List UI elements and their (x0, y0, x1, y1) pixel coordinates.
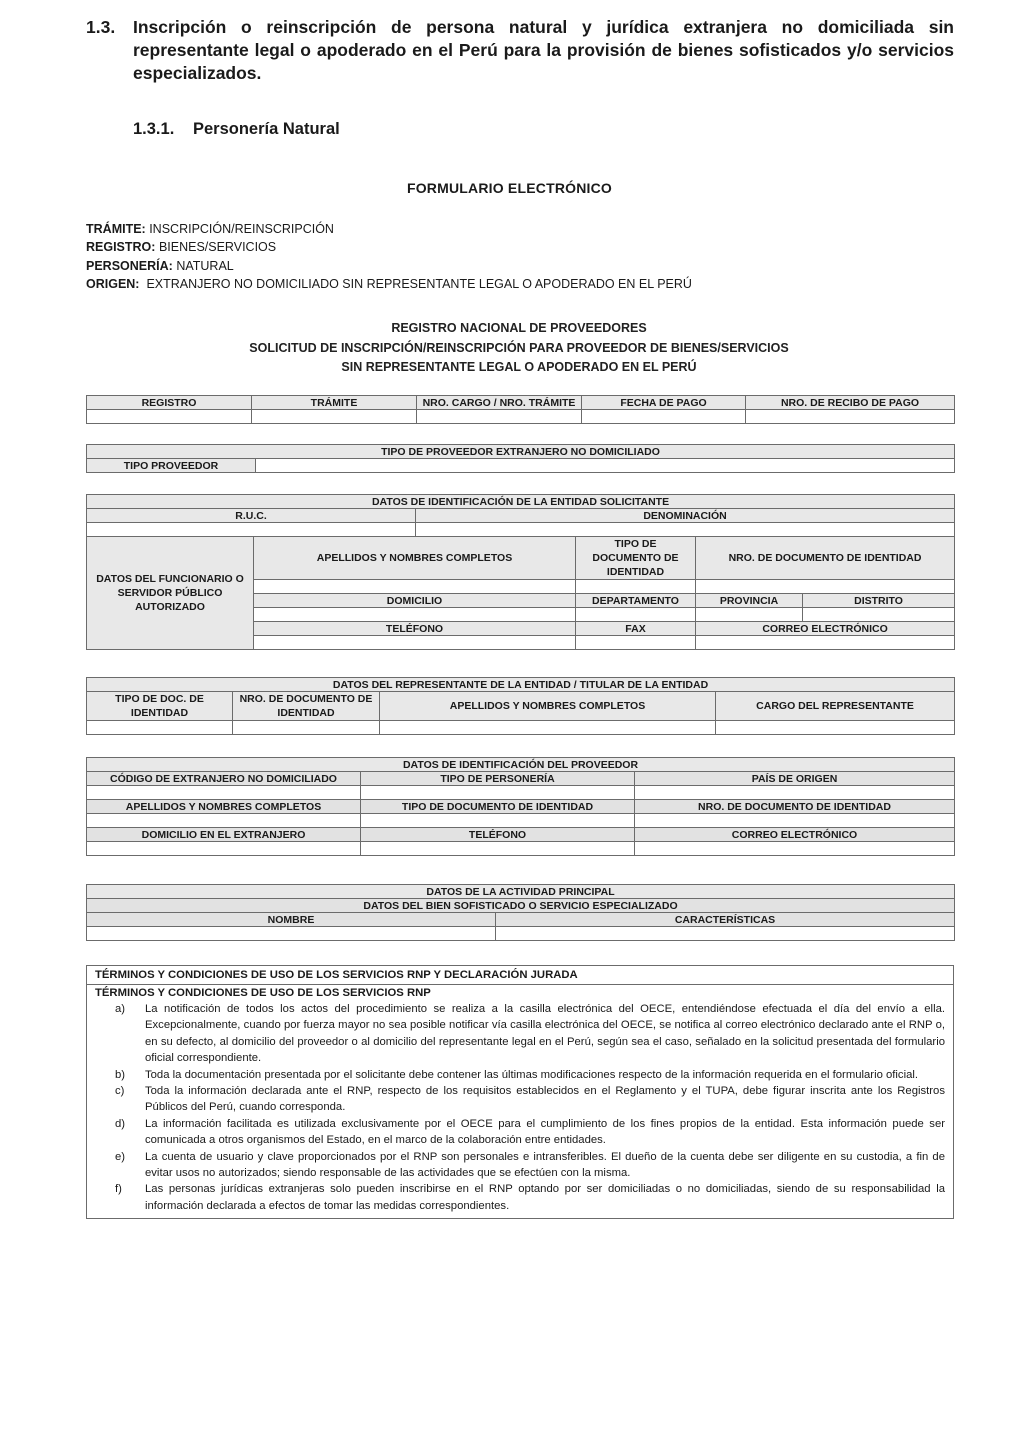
apellidos-field[interactable] (380, 721, 716, 735)
tipo-personeria-header: TIPO DE PERSONERÍA (361, 772, 635, 786)
codigo-extranjero-header: CÓDIGO DE EXTRANJERO NO DOMICILIADO (87, 772, 361, 786)
meta-registro: REGISTRO: BIENES/SERVICIOS (86, 240, 277, 255)
subsection-title: Personería Natural (193, 120, 340, 138)
form-meta (86, 220, 692, 293)
fecha-pago-field[interactable] (582, 410, 746, 424)
form-title: FORMULARIO ELECTRÓNICO (406, 180, 613, 196)
tipo-proveedor-label: TIPO PROVEEDOR (87, 459, 256, 473)
meta-tramite: TRÁMITE: INSCRIPCIÓN/REINSCRIPCIÓN (86, 222, 334, 236)
domicilio-field[interactable] (254, 608, 576, 622)
subsection-number: 1.3.1. (133, 120, 175, 138)
tipo-doc-header: TIPO DE DOCUMENTO DE IDENTIDAD (361, 800, 635, 814)
section-heading (86, 16, 954, 85)
tipo-doc-field[interactable] (576, 580, 696, 594)
registry-header-line: REGISTRO NACIONAL DE PROVEEDORES (391, 321, 647, 335)
col-header: NRO. DE RECIBO DE PAGO (746, 396, 955, 410)
section-title: Inscripción o reinscripción de persona natural y jurídica extranjera no domiciliada sin representante legal o apoderado en el Perú para la provisión de bienes sofisticados y/o servicios especializados. (133, 17, 954, 83)
caracteristicas-field[interactable] (496, 927, 955, 941)
terms-item: c) Toda la información declarada ante el RNP, respecto de los requisitos establecidos en el Reglamento y el TUPA, debe figurar inscrita ante los Registros Públicos del Perú, cuando corresponda. (115, 1085, 945, 1114)
funcionario-label: DATOS DEL FUNCIONARIO O SERVIDOR PÚBLICO AUTORIZADO (87, 537, 254, 650)
departamento-field[interactable] (576, 608, 696, 622)
col-header: TRÁMITE (252, 396, 417, 410)
pais-origen-field[interactable] (635, 786, 955, 800)
col-header: FECHA DE PAGO (582, 396, 746, 410)
terms-item: b) Toda la documentación presentada por el solicitante debe contener las últimas modificaciones respecto de la información requerida en el formulario oficial. (115, 1068, 919, 1081)
col-header: REGISTRO (87, 396, 252, 410)
nombre-header: NOMBRE (87, 913, 496, 927)
terms-item: e) La cuenta de usuario y clave proporcionados por el RNP son personales e intransferibles. El dueño de la cuenta debe ser diligente en su custodia, a fin de evitar usos no autorizados; siendo responsable de las actividades que se efectúen con la misma. (115, 1150, 945, 1180)
cargo-field[interactable] (716, 721, 955, 735)
nro-doc-header: NRO. DE DOCUMENTO DE IDENTIDAD (233, 692, 380, 721)
registry-header-line: SOLICITUD DE INSCRIPCIÓN/REINSCRIPCIÓN PARA PROVEEDOR DE BIENES/SERVICIOS (249, 340, 789, 355)
apellidos-field[interactable] (87, 814, 361, 828)
apellidos-header: APELLIDOS Y NOMBRES COMPLETOS (254, 537, 576, 580)
registry-header-line: SIN REPRESENTANTE LEGAL O APODERADO EN EL PERÚ (341, 360, 697, 374)
meta-personeria: PERSONERÍA: NATURAL (86, 258, 234, 273)
subsection-heading (133, 120, 340, 139)
terms-item: a) La notificación de todos los actos del procedimiento se realiza a la casilla electrónica del OECE, entendiéndose efectuada el día del envío a ella. Excepcionalmente, cuando por fuerza mayor no sea posible notificar vía casilla electrónica del OECE, se notifica al correo electrónico declarado ante el RNP o, en su defecto, al domicilio del proveedor o al domicilio del representante legal en el Perú, según sea el caso, señalado en la solicitud presentada del formulario oficial correspondiente. (115, 1003, 945, 1065)
nro-recibo-field[interactable] (746, 410, 955, 424)
cargo-header: CARGO DEL REPRESENTANTE (716, 692, 955, 721)
registro-field[interactable] (87, 410, 252, 424)
entidad-solicitante-table (86, 494, 955, 650)
apellidos-field[interactable] (254, 580, 576, 594)
terms-subtitle: TÉRMINOS Y CONDICIONES DE USO DE LOS SERVICIOS RNP (95, 987, 431, 999)
registry-header (0, 319, 1019, 378)
fax-header: FAX (576, 622, 696, 636)
tipo-doc-field[interactable] (87, 721, 233, 735)
tipo-proveedor-field[interactable] (256, 459, 955, 473)
table-title: DATOS DE LA ACTIVIDAD PRINCIPAL (87, 885, 955, 899)
telefono-header: TELÉFONO (361, 828, 635, 842)
domicilio-extranjero-header: DOMICILIO EN EL EXTRANJERO (87, 828, 361, 842)
caracteristicas-header: CARACTERÍSTICAS (496, 913, 955, 927)
nro-doc-field[interactable] (696, 580, 955, 594)
actividad-principal-table (86, 884, 955, 941)
telefono-field[interactable] (361, 842, 635, 856)
apellidos-header: APELLIDOS Y NOMBRES COMPLETOS (380, 692, 716, 721)
tipo-personeria-field[interactable] (361, 786, 635, 800)
nombre-field[interactable] (87, 927, 496, 941)
codigo-extranjero-field[interactable] (87, 786, 361, 800)
ruc-header: R.U.C. (87, 509, 416, 523)
nro-doc-field[interactable] (635, 814, 955, 828)
denominacion-header: DENOMINACIÓN (416, 509, 955, 523)
correo-field[interactable] (696, 636, 955, 650)
terms-list (87, 1001, 953, 1218)
tipo-doc-header: TIPO DE DOC. DE IDENTIDAD (87, 692, 233, 721)
fax-field[interactable] (576, 636, 696, 650)
ruc-field[interactable] (87, 523, 416, 537)
terms-item: f) Las personas jurídicas extranjeras solo pueden inscribirse en el RNP optando por ser domiciliadas o no domiciliadas, siendo de su responsabilidad la información declarada a efectos de tomar las medidas correspondientes. (115, 1183, 945, 1212)
provincia-field[interactable] (696, 608, 803, 622)
table-title: TIPO DE PROVEEDOR EXTRANJERO NO DOMICILIADO (87, 445, 955, 459)
proveedor-table (86, 757, 955, 856)
correo-header: CORREO ELECTRÓNICO (696, 622, 955, 636)
nro-cargo-field[interactable] (417, 410, 582, 424)
nro-doc-field[interactable] (233, 721, 380, 735)
terms-title: TÉRMINOS Y CONDICIONES DE USO DE LOS SERVICIOS RNP Y DECLARACIÓN JURADA (87, 966, 953, 985)
meta-origen: ORIGEN: EXTRANJERO NO DOMICILIADO SIN REPRESENTANTE LEGAL O APODERADO EN EL PERÚ (86, 276, 692, 291)
telefono-field[interactable] (254, 636, 576, 650)
pais-origen-header: PAÍS DE ORIGEN (635, 772, 955, 786)
tramite-field[interactable] (252, 410, 417, 424)
tipo-proveedor-table (86, 444, 955, 473)
tipo-doc-header: TIPO DE DOCUMENTO DE IDENTIDAD (576, 537, 696, 580)
distrito-header: DISTRITO (803, 594, 955, 608)
denominacion-field[interactable] (416, 523, 955, 537)
domicilio-extranjero-field[interactable] (87, 842, 361, 856)
domicilio-header: DOMICILIO (254, 594, 576, 608)
representante-table (86, 677, 955, 735)
apellidos-header: APELLIDOS Y NOMBRES COMPLETOS (87, 800, 361, 814)
terms-box (86, 965, 954, 1219)
departamento-header: DEPARTAMENTO (576, 594, 696, 608)
distrito-field[interactable] (803, 608, 955, 622)
nro-doc-header: NRO. DE DOCUMENTO DE IDENTIDAD (696, 537, 955, 580)
registro-table (86, 395, 955, 424)
table-title: DATOS DE IDENTIFICACIÓN DEL PROVEEDOR (87, 758, 955, 772)
section-number: 1.3. (86, 17, 116, 37)
provincia-header: PROVINCIA (696, 594, 803, 608)
telefono-header: TELÉFONO (254, 622, 576, 636)
terms-item: d) La información facilitada es utilizada exclusivamente por el OECE para el cumplimiento de los fines propios de la entidad. Esta información puede ser comunicada a otros organismos del Estado, en el marco de la colaboración entre entidades. (115, 1117, 945, 1147)
tipo-doc-field[interactable] (361, 814, 635, 828)
table-title: DATOS DEL REPRESENTANTE DE LA ENTIDAD / TITULAR DE LA ENTIDAD (87, 678, 955, 692)
table-title: DATOS DE IDENTIFICACIÓN DE LA ENTIDAD SOLICITANTE (87, 495, 955, 509)
col-header: NRO. CARGO / NRO. TRÁMITE (417, 396, 582, 410)
table-subtitle: DATOS DEL BIEN SOFISTICADO O SERVICIO ESPECIALIZADO (87, 899, 955, 913)
nro-doc-header: NRO. DE DOCUMENTO DE IDENTIDAD (635, 800, 955, 814)
correo-header: CORREO ELECTRÓNICO (635, 828, 955, 842)
correo-field[interactable] (635, 842, 955, 856)
